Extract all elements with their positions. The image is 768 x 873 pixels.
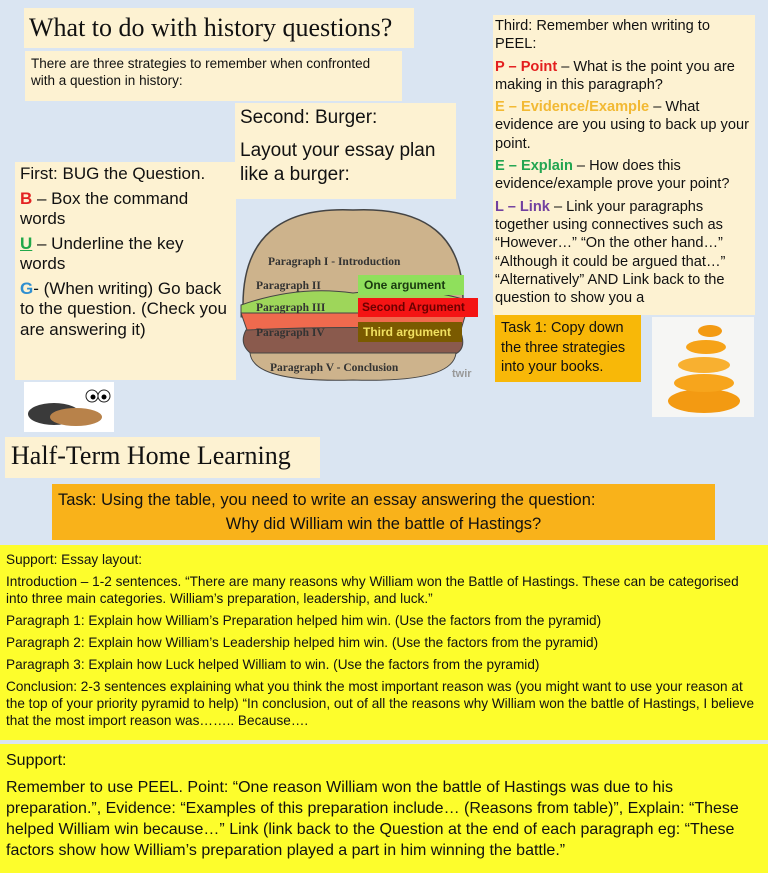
burger-text: Layout your essay plan like a burger:: [240, 140, 436, 185]
layer-3: Paragraph III: [256, 302, 326, 314]
peel-point: [495, 58, 753, 95]
peel-explain: [495, 157, 753, 194]
right-column: [493, 15, 755, 382]
intro-text: There are three strategies to remember when confronted with a question in history:: [25, 51, 402, 101]
p-label: P – Point: [495, 58, 558, 75]
bug-strategy-box: [15, 162, 236, 380]
tag-second-argument: Second Argument: [362, 300, 465, 314]
support1-line: Introduction – 1-2 sentences. “There are many reasons why William won the Battle of Hastings. These can be categorised into three main categories. William’s preparation, leadership, and luck.”: [6, 574, 739, 606]
tag-one-argument: One argument: [364, 278, 446, 292]
bug-g: [20, 279, 231, 341]
support1-line: Conclusion: 2-3 sentences explaining what you think the most important reason was (you might want to use your reason at the top of your priority pyramid to help) “In conclusion, out of all the reasons why William won the battle of Hastings, I believe that the most import reason was…….. Because….: [6, 679, 755, 728]
u-letter: U: [20, 233, 33, 253]
task1-box: Task 1: Copy down the three strategies into your books.: [495, 315, 641, 382]
support-section: [0, 545, 768, 873]
layer-4: Paragraph IV: [256, 327, 325, 339]
layer-1: Paragraph I - Introduction: [268, 256, 401, 268]
peel-strategy-box: [493, 15, 755, 315]
bug-heading: First: BUG the Question.: [20, 164, 206, 183]
support-essay-layout: [0, 545, 768, 740]
half-term-heading: Half-Term Home Learning: [5, 437, 320, 478]
support1-line: Paragraph 1: Explain how William’s Preparation helped him win. (Use the factors from the pyramid): [6, 613, 602, 628]
p-text: – What is the point you are making in this paragraph?: [495, 58, 735, 93]
e2-text: – How does this evidence/example prove your point?: [495, 158, 730, 193]
support1-line: Paragraph 3: Explain how Luck helped William to win. (Use the factors from the pyramid): [6, 657, 540, 672]
tag-third-argument: Third argument: [363, 325, 452, 339]
task-box: [52, 484, 715, 540]
task-line-1: Task: Using the table, you need to write an essay answering the question:: [58, 491, 596, 509]
peel-link: [495, 198, 753, 308]
bug-u: [20, 234, 231, 275]
layer-5: Paragraph V - Conclusion: [270, 362, 399, 374]
peel-heading: Third: Remember when writing to PEEL:: [495, 18, 710, 53]
layer-2: Paragraph II: [256, 280, 321, 292]
g-letter: G: [20, 278, 34, 298]
l-text: – Link your paragraphs together using connectives such as “However…” “On the other hand…” “Although it could be argued that…” “Alternatively” AND Link back to the question to show you a: [495, 198, 726, 307]
support1-line: Support: Essay layout:: [6, 552, 143, 567]
g-text: - (When writing) Go back to the question. (Check you are answering it): [20, 278, 227, 339]
l-label: L – Link: [495, 198, 550, 215]
burger-heading: Second: Burger:: [240, 107, 378, 128]
support2-text: Remember to use PEEL. Point: “One reason William won the battle of Hastings was due to his preparation.”, Evidence: “Examples of this preparation include… (Reasons from table)”, Explain: “These helped William win because…” Link (link back to the Question at the end of each paragraph eg: “These factors show how William’s preparation played a part in him winning the battle.”: [6, 779, 739, 859]
watermark: twir: [452, 368, 472, 380]
support2-heading: Support:: [6, 752, 67, 769]
task-question: Why did William win the battle of Hastings?: [225, 515, 542, 533]
u-text: – Underline the key words: [20, 233, 184, 273]
bug-image: [24, 382, 114, 432]
slide-title: What to do with history questions?: [24, 8, 414, 48]
peel-evidence: [495, 98, 753, 153]
e1-label: E – Evidence/Example: [495, 99, 650, 116]
e1-text: – What evidence are you using to back up your point.: [495, 99, 749, 152]
b-text: – Box the command words: [20, 188, 189, 228]
e2-label: E – Explain: [495, 158, 573, 175]
burger-strategy-box: [235, 103, 456, 199]
burger-image: [238, 205, 483, 387]
support-peel: [0, 744, 768, 873]
bug-b: [20, 189, 231, 230]
b-letter: B: [20, 188, 33, 208]
support1-line: Paragraph 2: Explain how William’s Leadership helped him win. (Use the factors from the pyramid): [6, 635, 599, 650]
